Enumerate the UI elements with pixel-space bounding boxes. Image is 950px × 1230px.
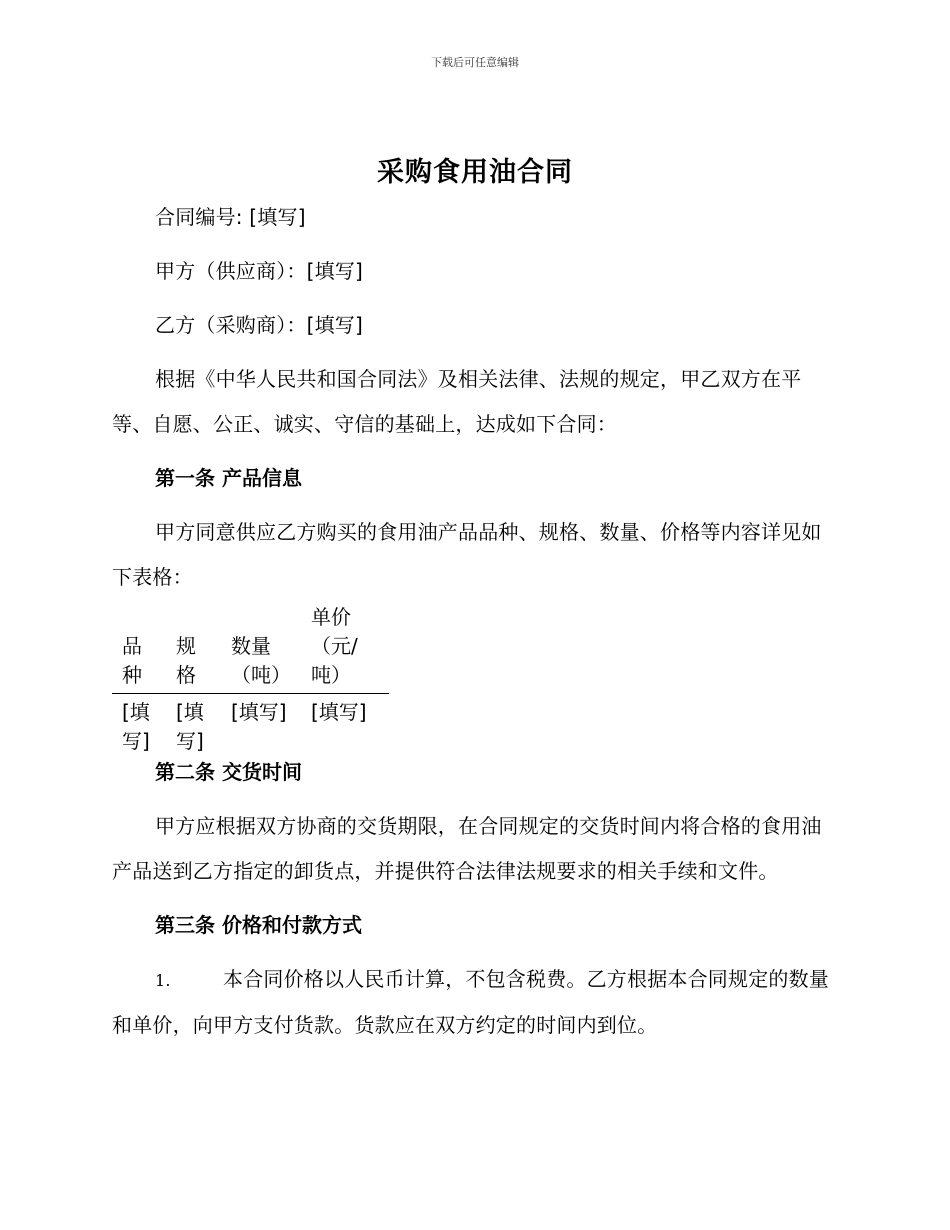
document-title: 采购食用油合同 [377,157,573,188]
list-number: 1. [155,971,171,990]
section-2-heading: 第二条 交货时间 [155,760,302,784]
list-item-text: 本合同价格以人民币计算，不包含税费。乙方根据本合同规定的数量和单价，向甲方支付货款。货款应在双方约定的时间内到位。 [112,967,829,1037]
section-2-body: 甲方应根据双方协商的交货期限，在合同规定的交货时间内将合格的食用油产品送到乙方指定的卸货点，并提供符合法律法规要求的相关手续和文件。 [112,814,822,883]
table-header-cell: 规格 [166,603,221,694]
contract-number-field: 合同编号: [填写] [155,205,306,229]
table-header-cell: 数量（吨） [221,603,301,694]
party-b-field: 乙方（采购商）：[填写] [155,313,364,337]
table-row [112,694,389,757]
product-table [112,603,389,756]
table-cell: [填写] [176,700,204,753]
product-table-wrapper [112,603,832,756]
document-body [112,195,832,1057]
table-cell: [填写] [231,700,287,724]
section-1-heading: 第一条 产品信息 [155,466,302,490]
table-header-row [112,603,389,694]
table-cell: [填写] [122,700,150,753]
section-3-item-1 [112,957,832,1048]
intro-paragraph: 根据《中华人民共和国合同法》及相关法律、法规的规定，甲乙双方在平等、自愿、公正、诚实、守信的基础上，达成如下合同： [112,367,802,436]
table-header-cell: 品种 [112,603,166,694]
section-1-body: 甲方同意供应乙方购买的食用油产品品种、规格、数量、价格等内容详见如下表格： [112,520,822,589]
table-cell: [填写] [311,700,367,724]
page-header: 下载后可任意编辑 [431,56,519,69]
party-a-field: 甲方（供应商）：[填写] [155,259,364,283]
table-header-cell: 单价（元/吨） [301,603,389,694]
section-3-heading: 第三条 价格和付款方式 [155,913,362,937]
